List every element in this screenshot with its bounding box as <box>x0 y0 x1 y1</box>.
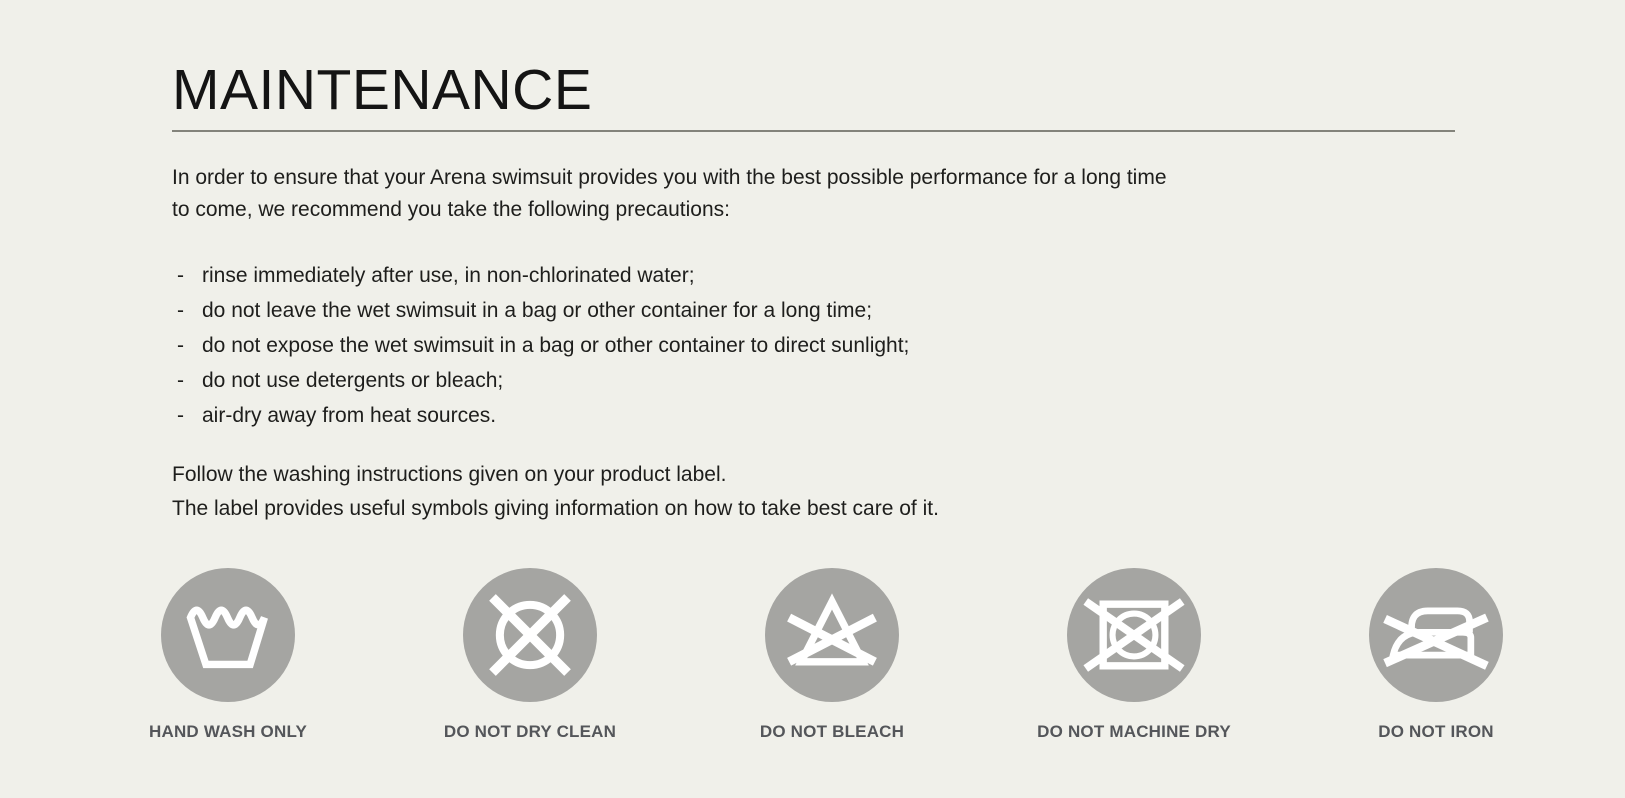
page-title: MAINTENANCE <box>172 58 593 122</box>
bullet-dash: - <box>177 334 184 357</box>
care-symbol-label: DO NOT IRON <box>1378 722 1494 741</box>
maintenance-section <box>148 0 1552 742</box>
intro-paragraph <box>172 162 1552 226</box>
precaution-text: do not leave the wet swimsuit in a bag or other container for a long time; <box>202 299 873 322</box>
care-symbol-label: DO NOT DRY CLEAN <box>443 722 617 741</box>
care-symbol-label: HAND WASH ONLY <box>148 722 308 741</box>
precaution-item <box>172 363 1552 398</box>
label-note-line-1: Follow the washing instructions given on your product label. <box>172 463 727 486</box>
do-not-bleach-icon <box>765 568 899 702</box>
do-not-machine-dry-icon <box>1067 568 1201 702</box>
intro-line-2: to come, we recommend you take the following precautions: <box>172 198 730 221</box>
care-symbol-circle <box>463 568 597 702</box>
precaution-item <box>172 398 1552 433</box>
care-symbol-do-not-machine-dry <box>983 568 1285 742</box>
do-not-iron-icon <box>1369 568 1503 702</box>
precaution-item <box>172 293 1552 328</box>
care-symbol-do-not-iron <box>1285 568 1587 742</box>
label-note-line-2: The label provides useful symbols giving information on how to take best care of it. <box>172 497 939 520</box>
precaution-item <box>172 258 1552 293</box>
label-note <box>172 458 1552 526</box>
bullet-dash: - <box>177 404 184 427</box>
care-symbol-do-not-bleach <box>681 568 983 742</box>
care-symbol-circle <box>765 568 899 702</box>
care-symbol-label: DO NOT BLEACH <box>759 722 905 741</box>
hand-wash-icon <box>161 568 295 702</box>
title-divider <box>172 130 1455 132</box>
precautions-list <box>172 258 1552 433</box>
bullet-dash: - <box>177 264 184 287</box>
bullet-dash: - <box>177 369 184 392</box>
care-symbol-circle <box>161 568 295 702</box>
precaution-text: do not expose the wet swimsuit in a bag or other container to direct sunlight; <box>202 334 910 357</box>
precaution-text: air-dry away from heat sources. <box>202 404 497 427</box>
care-symbol-label: DO NOT MACHINE DRY <box>1037 722 1231 741</box>
bullet-dash: - <box>177 299 184 322</box>
care-symbol-do-not-dry-clean <box>379 568 681 742</box>
precaution-text: rinse immediately after use, in non-chlorinated water; <box>202 264 695 287</box>
do-not-dry-clean-icon <box>463 568 597 702</box>
care-symbol-hand-wash <box>77 568 379 742</box>
precaution-text: do not use detergents or bleach; <box>202 369 504 392</box>
care-symbol-circle <box>1067 568 1201 702</box>
care-symbols-row <box>77 568 1587 742</box>
intro-line-1: In order to ensure that your Arena swimsuit provides you with the best possible performance for a long time <box>172 166 1167 189</box>
precaution-item <box>172 328 1552 363</box>
care-symbol-circle <box>1369 568 1503 702</box>
